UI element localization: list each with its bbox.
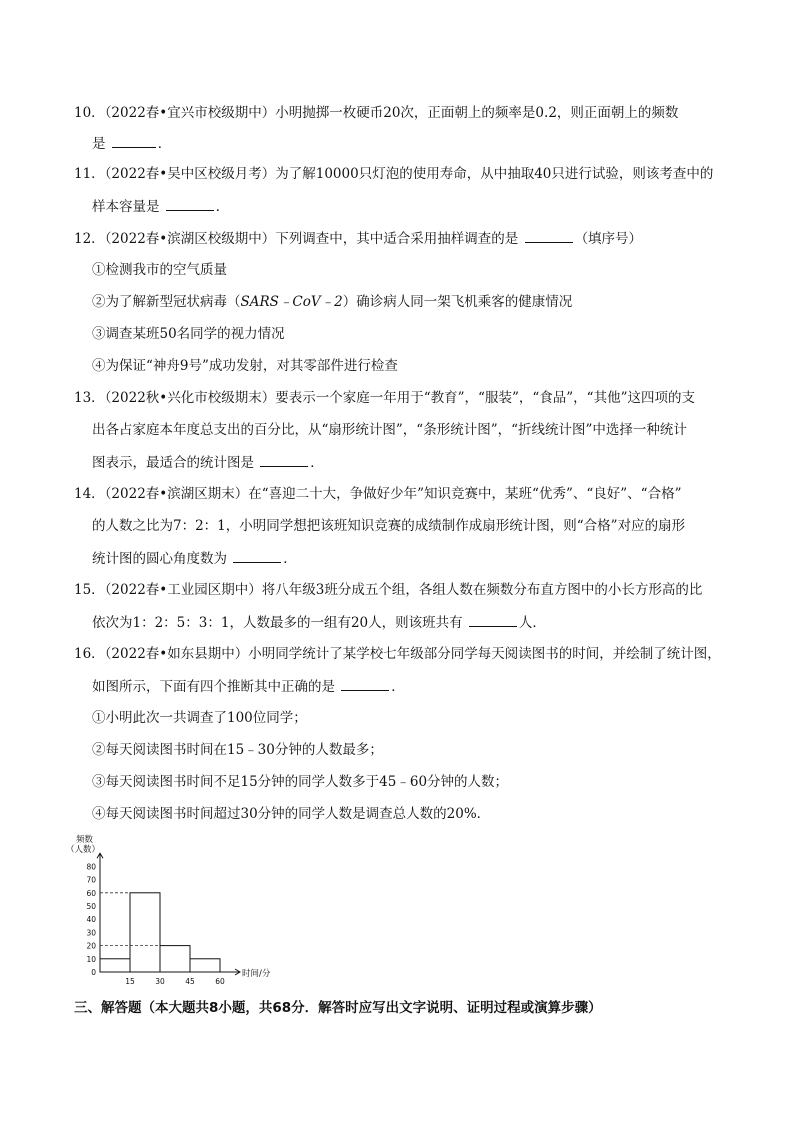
question-10-line-2 xyxy=(92,133,171,154)
y-tick-label: 80 xyxy=(86,862,96,872)
question-16-option-1 xyxy=(92,708,307,728)
question-text: ． xyxy=(157,136,172,152)
y-tick-label: 10 xyxy=(86,954,96,964)
question-text: ． xyxy=(215,199,230,215)
question-number: 16． xyxy=(74,646,105,662)
x-tick-label: 60 xyxy=(215,977,225,986)
question-text: 如图所示，下面有四个推断其中正确的是 xyxy=(92,679,335,695)
section-heading: 三、解答题（本大题共8小题，共68分．解答时应写出文字说明、证明过程或演算步骤） xyxy=(74,1000,602,1016)
question-14-line-1 xyxy=(74,484,681,504)
option-text: ③调查某班50名同学的视力情况 xyxy=(92,326,285,342)
question-16-option-3 xyxy=(92,772,508,792)
question-13-line-2 xyxy=(92,420,687,440)
question-text: 人． xyxy=(518,615,546,631)
question-16-option-4 xyxy=(92,804,490,824)
question-number: 11． xyxy=(74,166,105,182)
y-tick-label: 20 xyxy=(86,941,96,951)
question-14-line-2 xyxy=(92,516,685,536)
x-tick-label: 30 xyxy=(155,977,165,986)
option-text: ④为保证“神舟9号”成功发射，对其零部件进行检查 xyxy=(92,358,398,374)
question-16-line-2 xyxy=(92,676,405,697)
y-tick-label: 40 xyxy=(86,915,96,925)
virus-name: SARS﹣CoV﹣2 xyxy=(240,294,343,310)
question-16-line-1 xyxy=(74,644,721,664)
question-12-option-1 xyxy=(92,260,227,280)
question-text: 图表示，最适合的统计图是 xyxy=(92,455,254,471)
question-12-option-4 xyxy=(92,356,398,376)
question-text: （填序号） xyxy=(574,231,643,247)
question-number: 15． xyxy=(74,582,105,598)
answer-blank[interactable] xyxy=(469,612,517,627)
question-text: （2022春•工业园区期中）将八年级3班分成五个组，各组人数在频数分布直方图中的小长方形高的比 xyxy=(104,582,703,598)
x-tick-label: 15 xyxy=(125,977,135,986)
question-15-line-2 xyxy=(92,612,546,633)
question-11-line-1 xyxy=(74,164,713,184)
answer-blank[interactable] xyxy=(260,452,308,467)
option-text: ①小明此次一共调查了100位同学； xyxy=(92,710,307,726)
option-text: ②每天阅读图书时间在15﹣30分钟的人数最多； xyxy=(92,742,383,758)
histogram-bar xyxy=(130,893,160,972)
question-number: 13． xyxy=(74,390,105,406)
answer-blank[interactable] xyxy=(233,548,281,563)
question-text: ． xyxy=(391,679,405,695)
question-text: ． xyxy=(310,455,324,471)
x-tick-label: 45 xyxy=(185,977,195,986)
y-tick-label: 60 xyxy=(86,888,96,898)
option-text: ①检测我市的空气质量 xyxy=(92,262,227,278)
question-text: 的人数之比为7：2：1，小明同学想把该班知识竞赛的成绩制作成扇形统计图，则“合格”对应的扇形 xyxy=(92,518,686,534)
option-text: ）确诊病人同一架飞机乘客的健康情况 xyxy=(342,294,573,310)
question-text: 样本容量是 xyxy=(92,199,160,215)
y-tick-label: 70 xyxy=(86,875,96,885)
histogram-bar xyxy=(160,946,190,972)
question-text: ． xyxy=(283,551,297,567)
question-text: 出各占家庭本年度总支出的百分比，从“扇形统计图”，“条形统计图”，“折线统计图”中选择一种统计 xyxy=(92,422,687,438)
question-text: 依次为1：2：5：3：1，人数最多的一组有20人，则该班共有 xyxy=(92,615,463,631)
question-text: （2022春•如东县期中）小明同学统计了某学校七年级部分同学每天阅读图书的时间，并绘制了统计图， xyxy=(104,646,721,662)
x-axis-label: 时间/分 xyxy=(242,969,271,979)
question-text: （2022春•吴中区校级月考）为了解10000只灯泡的使用寿命，从中抽取40只进行试验，则该考查中的 xyxy=(104,166,714,182)
question-16-option-2 xyxy=(92,740,383,760)
y-tick-label: 50 xyxy=(86,902,96,911)
option-text: ②为了解新型冠状病毒（ xyxy=(92,294,241,310)
question-number: 12． xyxy=(74,231,105,247)
question-13-line-3 xyxy=(92,452,324,473)
question-11-line-2 xyxy=(92,196,229,217)
histogram-bar xyxy=(100,959,130,972)
option-text: ④每天阅读图书时间超过30分钟的同学人数是调查总人数的20%． xyxy=(92,806,491,822)
question-number: 10． xyxy=(74,105,105,121)
answer-blank[interactable] xyxy=(525,228,573,243)
answer-blank[interactable] xyxy=(112,133,156,148)
reading-time-histogram xyxy=(64,828,271,990)
question-text: （2022春•宜兴市校级期中）小明抛掷一枚硬币20次，正面朝上的频率是0.2，则正面朝上的频数 xyxy=(104,105,679,121)
question-number: 14． xyxy=(74,486,105,502)
y-tick-label: 0 xyxy=(91,968,96,977)
y-axis-label: 频数 xyxy=(76,835,94,845)
question-text: 统计图的圆心角度数为 xyxy=(92,551,227,567)
question-text: （2022秋•兴化市校级期末）要表示一个家庭一年用于“教育”，“服装”，“食品”，“其他”这四项的支 xyxy=(104,390,695,406)
question-text: （2022春•滨湖区期末）在“喜迎二十大，争做好少年”知识竞赛中，某班“优秀”、“良好”、“合格” xyxy=(104,486,682,502)
histogram-bar xyxy=(190,959,220,972)
question-10-line-1 xyxy=(74,103,678,123)
question-12-option-3 xyxy=(92,324,285,344)
option-text: ③每天阅读图书时间不足15分钟的同学人数多于45﹣60分钟的人数； xyxy=(92,774,509,790)
question-14-line-3 xyxy=(92,548,297,569)
question-13-line-1 xyxy=(74,388,695,408)
question-15-line-1 xyxy=(74,580,702,600)
y-tick-label: 30 xyxy=(86,928,96,938)
answer-blank[interactable] xyxy=(341,676,389,691)
question-12-line-1 xyxy=(74,228,642,249)
y-axis-label: （人数） xyxy=(66,845,101,855)
question-12-option-2 xyxy=(92,292,572,312)
question-text: 是 xyxy=(92,136,106,152)
answer-blank[interactable] xyxy=(166,196,214,211)
question-text: （2022春•滨湖区校级期中）下列调查中，其中适合采用抽样调查的是 xyxy=(104,231,519,247)
